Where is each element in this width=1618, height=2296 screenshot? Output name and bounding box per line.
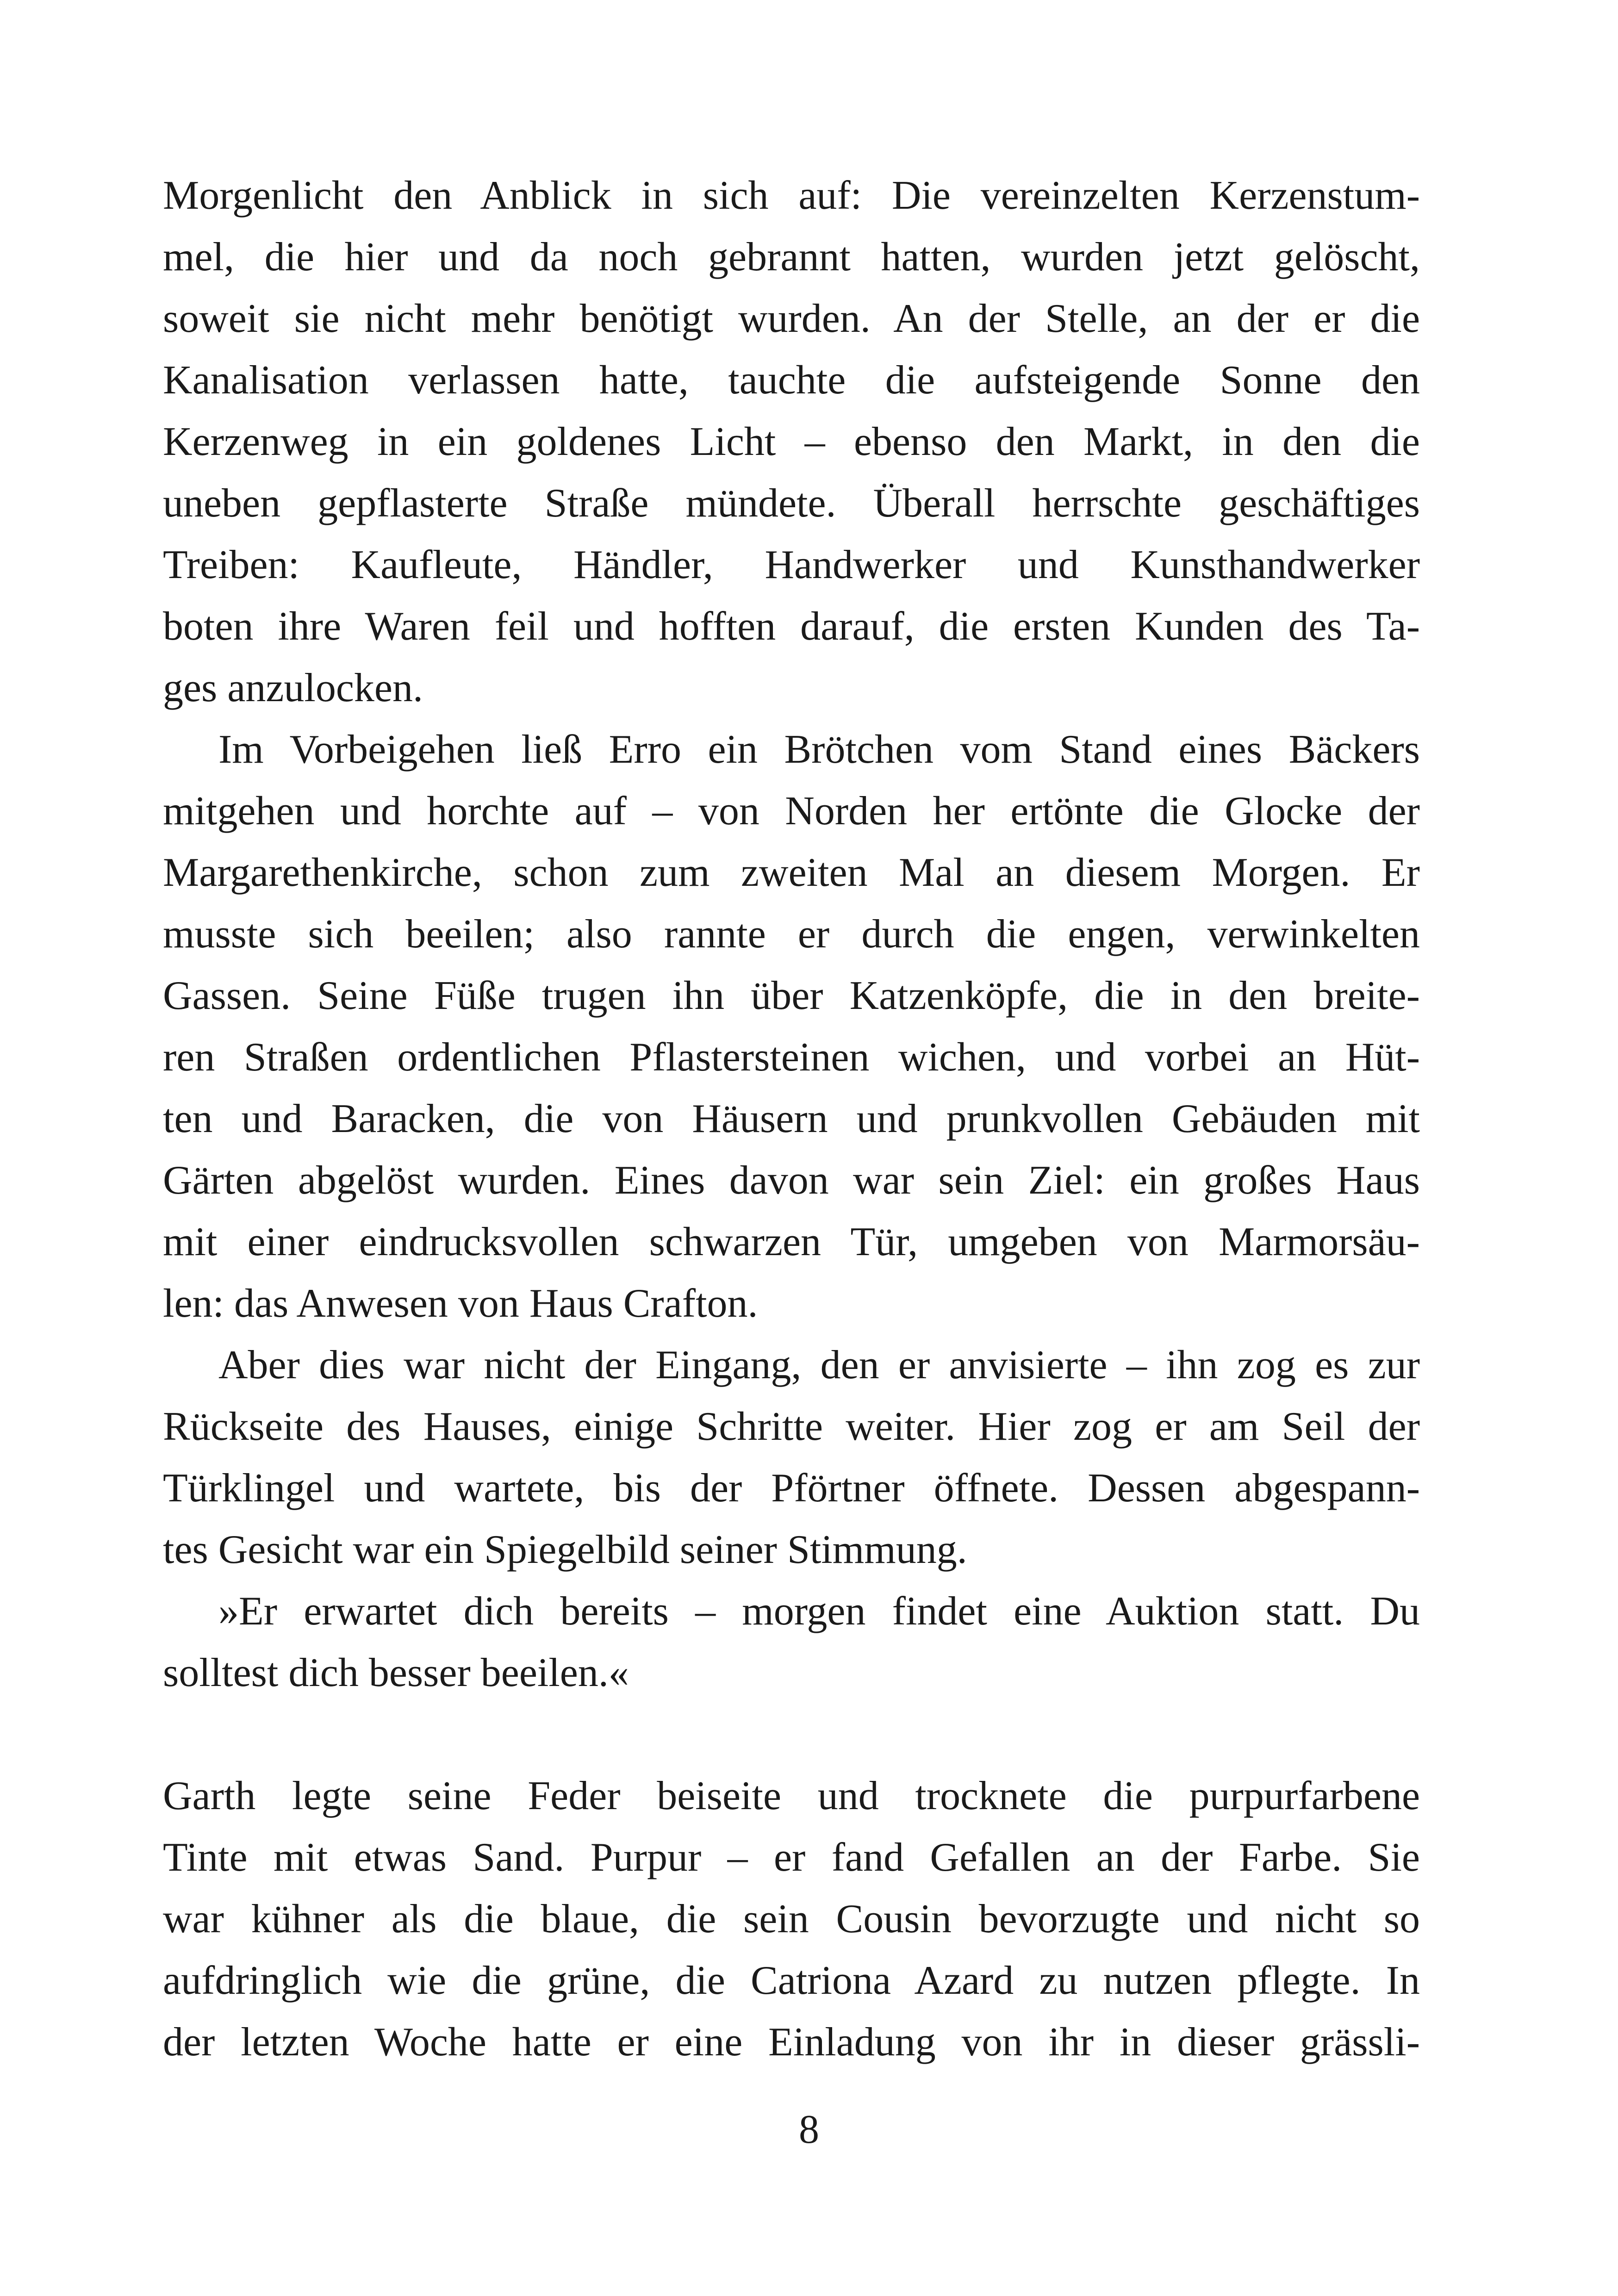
text-line: Margarethenkirche, schon zum zweiten Mal an diesem Morgen. Er [163, 850, 1420, 895]
text-line: soweit sie nicht mehr benötigt wurden. An der Stelle, an der er die [163, 296, 1420, 341]
text-line: Tinte mit etwas Sand. Purpur – er fand Gefallen an der Farbe. Sie [163, 1835, 1420, 1880]
text-line: »Er erwartet dich bereits – morgen findet eine Auktion statt. Du [218, 1589, 1420, 1634]
paragraph [163, 165, 1420, 719]
text-line: Garth legte seine Feder beiseite und trocknete die purpurfarbene [163, 1773, 1420, 1818]
text-line: boten ihre Waren feil und hofften darauf, die ersten Kunden des Ta- [163, 604, 1420, 649]
text-line: tes Gesicht war ein Spiegelbild seiner Stimmung. [163, 1527, 967, 1572]
text-line: Rückseite des Hauses, einige Schritte weiter. Hier zog er am Seil der [163, 1404, 1420, 1449]
text-line: ges anzulocken. [163, 666, 423, 710]
text-line: Kanalisation verlassen hatte, tauchte die aufsteigende Sonne den [163, 358, 1420, 403]
paragraph [163, 1334, 1420, 1580]
text-line: musste sich beeilen; also rannte er durch die engen, verwinkelten [163, 912, 1420, 957]
paragraph [163, 1580, 1420, 1704]
text-line: der letzten Woche hatte er eine Einladung von ihr in dieser grässli- [163, 2020, 1420, 2065]
text-line: ten und Baracken, die von Häusern und prunkvollen Gebäuden mit [163, 1096, 1420, 1141]
text-line: ren Straßen ordentlichen Pflastersteinen wichen, und vorbei an Hüt- [163, 1035, 1420, 1080]
text-line: Treiben: Kaufleute, Händler, Handwerker und Kunsthandwerker [163, 542, 1420, 587]
text-line: Gärten abgelöst wurden. Eines davon war sein Ziel: ein großes Haus [163, 1158, 1420, 1203]
text-line: Im Vorbeigehen ließ Erro ein Brötchen vom Stand eines Bäckers [218, 727, 1420, 772]
page-number: 8 [799, 2107, 819, 2152]
section-break [163, 1704, 1420, 1765]
text-line: aufdringlich wie die grüne, die Catriona Azard zu nutzen pflegte. In [163, 1958, 1420, 2003]
text-line: Kerzenweg in ein goldenes Licht – ebenso den Markt, in den die [163, 419, 1420, 464]
text-line: Gassen. Seine Füße trugen ihn über Katzenköpfe, die in den breite- [163, 973, 1420, 1018]
text-line: Aber dies war nicht der Eingang, den er anvisierte – ihn zog es zur [218, 1343, 1420, 1388]
text-line: Türklingel und wartete, bis der Pförtner öffnete. Dessen abgespann- [163, 1466, 1420, 1511]
text-line: solltest dich besser beeilen.« [163, 1650, 629, 1695]
text-line: war kühner als die blaue, die sein Cousin bevorzugte und nicht so [163, 1897, 1420, 1941]
paragraph [163, 1765, 1420, 2073]
body-text [163, 165, 1420, 2073]
text-line: len: das Anwesen von Haus Crafton. [163, 1281, 758, 1326]
text-line: Morgenlicht den Anblick in sich auf: Die vereinzelten Kerzenstum- [163, 173, 1420, 218]
text-line: mitgehen und horchte auf – von Norden her ertönte die Glocke der [163, 789, 1420, 834]
paragraph [163, 719, 1420, 1334]
text-line: uneben gepflasterte Straße mündete. Überall herrschte geschäftiges [163, 481, 1420, 526]
text-line: mel, die hier und da noch gebrannt hatten, wurden jetzt gelöscht, [163, 235, 1420, 280]
text-line: mit einer eindrucksvollen schwarzen Tür, umgeben von Marmorsäu- [163, 1220, 1420, 1264]
